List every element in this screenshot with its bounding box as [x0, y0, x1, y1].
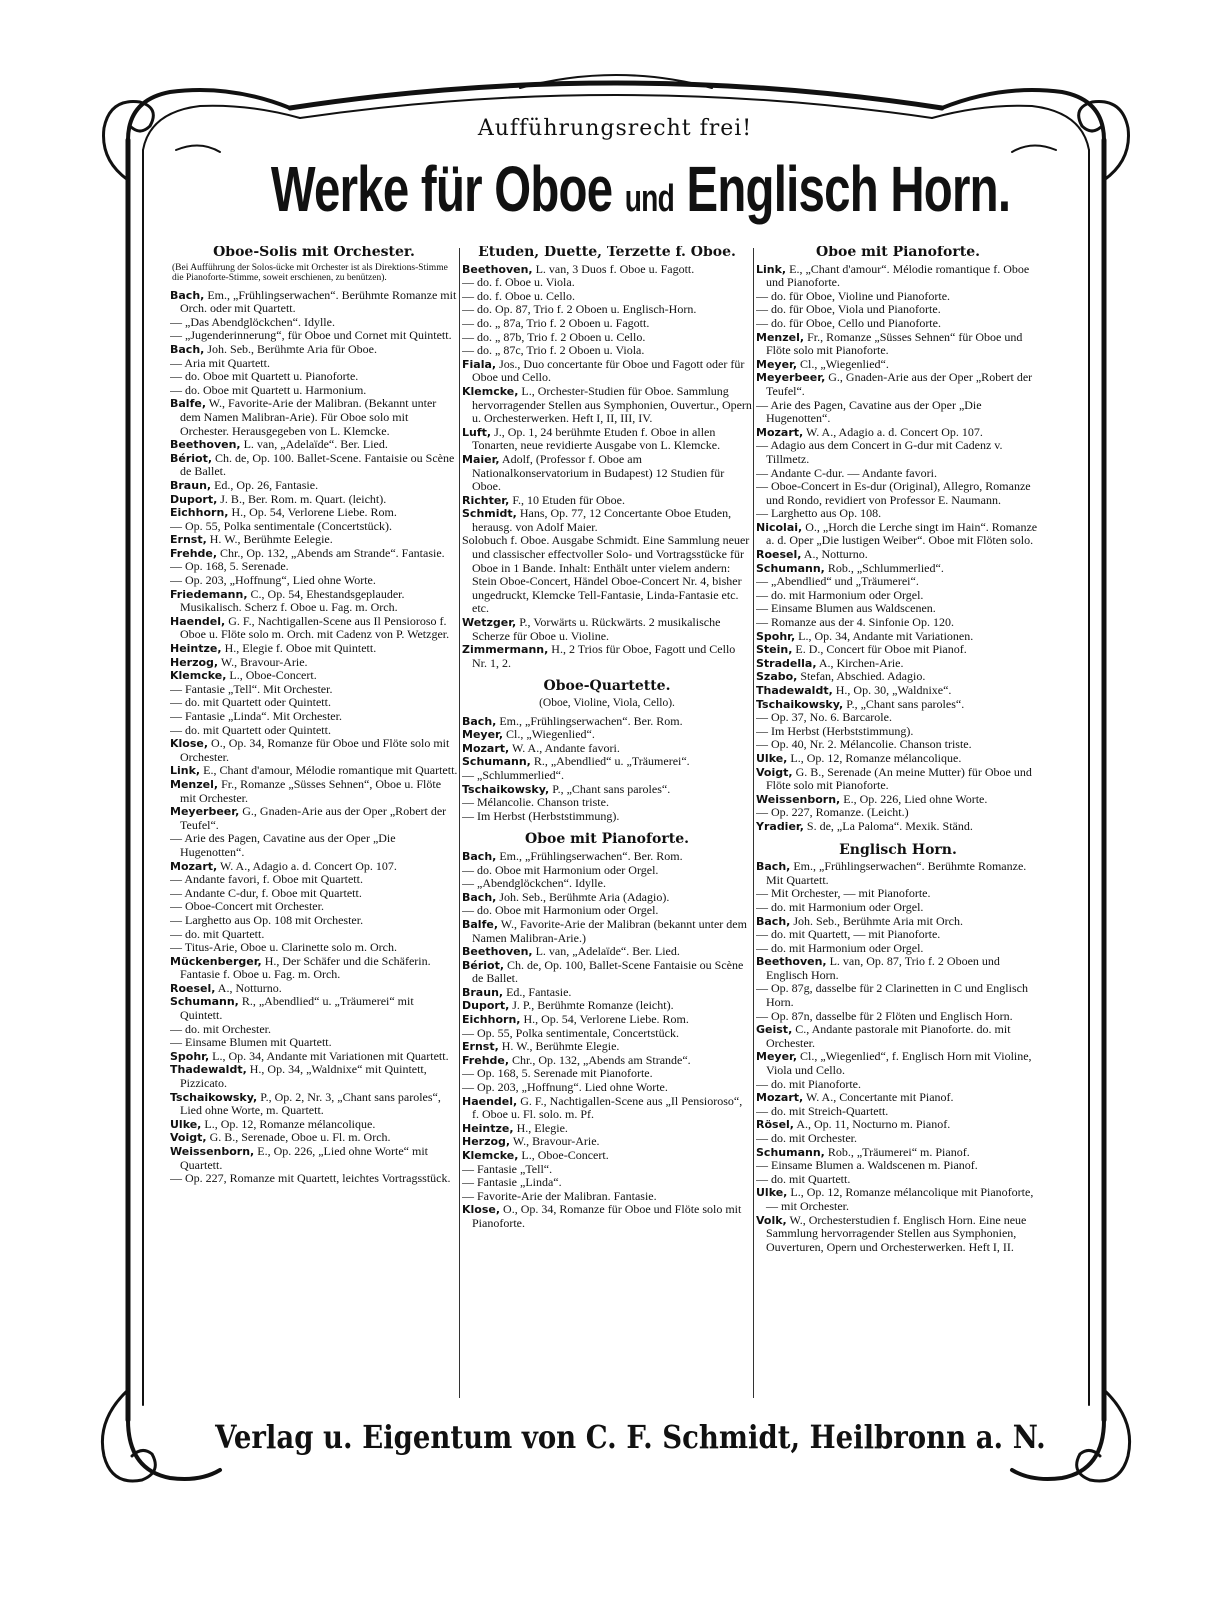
- title-part-2: und: [624, 178, 675, 220]
- catalog-entry: — do. mit Orchester.: [756, 1131, 857, 1145]
- catalog-entry: — Larghetto aus Op. 108.: [756, 506, 882, 521]
- catalog-entry: Tschaikowsky, P., „Chant sans paroles“.: [462, 781, 671, 796]
- catalog-entry: Bach, Em., „Frühlingserwachen“. Berühmte Romanze mit Orch. oder mit Quartett.: [170, 287, 457, 316]
- catalog-entry: Ernst, H. W., Berühmte Eelegie.: [170, 532, 333, 547]
- catalog-entry: Bach, Joh. Seb., Berühmte Aria (Adagio).: [462, 889, 670, 904]
- catalog-entry: Beethoven, L. van, „Adelaïde“. Ber. Lied.: [170, 437, 388, 452]
- catalog-entry: — Im Herbst (Herbststimmung).: [756, 723, 914, 738]
- catalog-entry: Ulke, L., Op. 12, Romanze mélancolique mit Pianoforte, — mit Orchester.: [756, 1185, 1034, 1213]
- catalog-entry: Duport, J. B., Ber. Rom. m. Quart. (leicht).: [170, 491, 387, 506]
- catalog-entry: Meyer, Cl., „Wiegenlied“.: [756, 356, 889, 371]
- catalog-entry: — do. für Oboe, Violine und Pianoforte.: [756, 288, 951, 303]
- catalog-entry: — Op. 227, Romanze. (Leicht.): [756, 805, 909, 820]
- entry-list: [756, 860, 1040, 1254]
- catalog-entry: — Im Herbst (Herbststimmung).: [462, 808, 620, 823]
- catalog-entry: Geist, C., Andante pastorale mit Pianoforte. do. mit Orchester.: [756, 1022, 1011, 1050]
- catalog-entry: Wetzger, P., Vorwärts u. Rückwärts. 2 musikalische Scherze für Oboe u. Violine.: [462, 615, 721, 643]
- catalog-entry: — Op. 87g, dasselbe für 2 Clarinetten in C und Englisch Horn.: [756, 981, 1028, 1010]
- catalog-entry: — Andante favori, f. Oboe mit Quartett.: [170, 872, 363, 887]
- catalog-entry: Zimmermann, H., 2 Trios für Oboe, Fagott und Cello Nr. 1, 2.: [462, 642, 736, 670]
- catalog-entry: — do. mit Quartett.: [170, 926, 265, 941]
- catalog-entry: — Mélancolie. Chanson triste.: [462, 795, 609, 810]
- catalog-entry: — do. Oboe mit Harmonium oder Orgel.: [462, 903, 659, 918]
- catalog-entry: Herzog, W., Bravour-Arie.: [462, 1134, 600, 1149]
- entry-list: [462, 263, 752, 671]
- entry-list: [462, 850, 752, 1231]
- catalog-entry: — do. f. Oboe u. Viola.: [462, 275, 575, 290]
- catalog-entry: Heintze, H., Elegie f. Oboe mit Quintett.: [170, 641, 377, 656]
- catalog-entry: — Mit Orchester, — mit Pianoforte.: [756, 886, 931, 901]
- catalog-entry: Solobuch f. Oboe. Ausgabe Schmidt. Eine Sammlung neuer und classischer effectvoller Solo- und Vortragsstücke für Oboe in 1 Bande. Inhalt: Enthält unter vielem andern: Stein Oboe-Concert, Händel Oboe-Concert Nr. 4, bisher ungedruckt, Klemcke Tell-Fantasie, Linda-Fantasie etc. etc.: [462, 533, 750, 616]
- catalog-entry: Stein, E. D., Concert für Oboe mit Pianof.: [756, 642, 967, 657]
- catalog-entry: Stradella, A., Kirchen-Arie.: [756, 655, 904, 670]
- catalog-entry: Maier, Adolf, (Professor f. Oboe am Nationalkonservatorium in Budapest) 12 Studien für Oboe.: [462, 451, 725, 494]
- catalog-entry: — do. Op. 87, Trio f. 2 Oboen u. Englisch-Horn.: [462, 302, 697, 317]
- catalog-entry: — Arie des Pagen, Cavatine aus der Oper „Die Hugenotten“.: [756, 397, 982, 426]
- catalog-entry: — do. mit Harmonium oder Orgel.: [756, 899, 924, 914]
- catalog-entry: Schumann, Rob., „Schlummerlied“.: [756, 560, 944, 575]
- catalog-entry: Beethoven, L. van, Op. 87, Trio f. 2 Oboen und Englisch Horn.: [756, 954, 1000, 982]
- catalog-entry: Yradier, S. de, „La Paloma“. Mexik. Ständ.: [756, 818, 973, 833]
- catalog-entry: — „Schlummerlied“.: [462, 767, 564, 782]
- catalog-entry: Roesel, A., Notturno.: [170, 980, 282, 995]
- catalog-entry: — Op. 168, 5. Serenade.: [170, 559, 289, 574]
- catalog-entry: Meyer, Cl., „Wiegenlied“.: [462, 727, 595, 742]
- catalog-entry: — Andante C-dur. — Andante favori.: [756, 465, 937, 480]
- column-oboe-solos-orchestra: [170, 246, 458, 1408]
- catalog-entry: — Op. 55, Polka sentimentale, Concertstück.: [462, 1025, 679, 1040]
- column-divider: [753, 248, 754, 1398]
- catalog-entry: Thadewaldt, H., Op. 34, „Waldnixe“ mit Quintett, Pizzicato.: [170, 1062, 427, 1091]
- catalog-entry: Herzog, W., Bravour-Arie.: [170, 654, 308, 669]
- catalog-entry: Klemcke, L., Oboe-Concert.: [170, 668, 317, 683]
- page-title: [270, 150, 1011, 238]
- catalog-entry: — do. mit Harmonium oder Orgel.: [756, 587, 924, 602]
- catalog-entry: Klose, O., Op. 34, Romanze für Oboe und Flöte solo mit Orchester.: [170, 736, 450, 764]
- catalog-entry: Bach, Joh. Seb., Berühmte Aria für Oboe.: [170, 341, 377, 356]
- section-heading: Etuden, Duette, Terzette f. Oboe.: [478, 246, 736, 260]
- catalog-entry: Bériot, Ch. de, Op. 100. Ballet-Scene. Fantaisie ou Scène de Ballet.: [170, 450, 455, 479]
- catalog-entry: Volk, W., Orchesterstudien f. Englisch Horn. Eine neue Sammlung hervorragender Stellen aus Symphonien, Ouverturen, Opern und Orchesterwerken. Heft I, II.: [756, 1212, 1027, 1254]
- catalog-entry: — Fantasie „Tell“. Mit Orchester.: [170, 681, 333, 696]
- catalog-entry: Link, E., „Chant d'amour“. Mélodie romantique f. Oboe und Pianoforte.: [756, 261, 1030, 290]
- catalog-entry: Fiala, Jos., Duo concertante für Oboe und Fagott oder für Oboe und Cello.: [462, 356, 745, 385]
- catalog-entry: Mozart, W. A., Concertante mit Pianof.: [756, 1090, 954, 1105]
- catalog-entry: Braun, Ed., Fantasie.: [462, 984, 572, 999]
- catalog-entry: — Einsame Blumen mit Quartett.: [170, 1035, 332, 1050]
- performance-rights-notice: Aufführungsrecht frei!: [477, 116, 753, 141]
- catalog-entry: Friedemann, C., Op. 54, Ehestandsgeplauder. Musikalisch. Scherz f. Oboe u. Fag. m. Orch.: [170, 586, 405, 615]
- catalog-entry: Frehde, Chr., Op. 132, „Abends am Strande“.: [462, 1052, 691, 1067]
- catalog-entry: Menzel, Fr., Romanze „Süsses Sehnen“, Oboe u. Flöte mit Orchester.: [170, 776, 442, 805]
- catalog-entry: — „Abendglöckchen“. Idylle.: [462, 876, 606, 891]
- catalog-entry: — do. für Oboe, Cello und Pianoforte.: [756, 315, 941, 330]
- catalog-entry: — Op. 227, Romanze mit Quartett, leichtes Vortragsstück.: [170, 1171, 451, 1186]
- catalog-entry: Haendel, G. F., Nachtigallen-Scene aus Il Pensioroso f. Oboe u. Flöte solo m. Orch. mit Cadenz von P. Wetzger.: [170, 613, 450, 642]
- catalog-entry: — do. „ 87c, Trio f. 2 Oboen u. Viola.: [462, 343, 645, 358]
- catalog-entry: Balfe, W., Favorite-Arie der Malibran. (Bekannt unter dem Namen Malibran-Arie). Für Oboe solo mit Orchester. Herausgegeben von L. Klemcke.: [170, 396, 437, 438]
- catalog-entry: Roesel, A., Notturno.: [756, 547, 868, 562]
- catalog-entry: Bach, Em., „Frühlingserwachen“. Ber. Rom.: [462, 848, 683, 863]
- catalog-entry: Thadewaldt, H., Op. 30, „Waldnixe“.: [756, 683, 952, 697]
- catalog-entry: — do. mit Quartett oder Quintett.: [170, 695, 331, 710]
- catalog-entry: Schmidt, Hans, Op. 77, 12 Concertante Oboe Etuden, herausg. von Adolf Maier.: [462, 506, 732, 534]
- catalog-entry: — Romanze aus der 4. Sinfonie Op. 120.: [756, 615, 954, 630]
- catalog-entry: Meyerbeer, G., Gnaden-Arie aus der Oper „Robert der Teufel“.: [756, 370, 1033, 398]
- column-divider: [459, 248, 460, 1398]
- catalog-entry: Heintze, H., Elegie.: [462, 1120, 568, 1135]
- catalog-entry: — Einsame Blumen a. Waldscenen m. Pianof.: [756, 1158, 978, 1173]
- catalog-entry: Voigt, G. B., Serenade, Oboe u. Fl. m. Orch.: [170, 1130, 391, 1145]
- catalog-entry: — Op. 37, No. 6. Barcarole.: [756, 710, 892, 725]
- catalog-entry: Mozart, W. A., Andante favori.: [462, 740, 620, 755]
- catalog-entry: Meyerbeer, G., Gnaden-Arie aus der Oper „Robert der Teufel“.: [170, 804, 447, 832]
- catalog-entry: — „Jugenderinnerung“, für Oboe und Cornet mit Quintett.: [170, 328, 452, 343]
- entry-list: [756, 263, 1040, 834]
- catalog-entry: — do. „ 87a, Trio f. 2 Oboen u. Fagott.: [462, 315, 650, 330]
- section-heading: Oboe-Solis mit Orchester.: [213, 246, 415, 260]
- catalog-entry: — Arie des Pagen, Cavatine aus der Oper „Die Hugenotten“.: [170, 831, 396, 859]
- catalog-entry: — Op. 203, „Hoffnung“, Lied ohne Worte.: [170, 573, 376, 588]
- catalog-entry: — Op. 55, Polka sentimentale (Concertstück).: [170, 518, 392, 533]
- catalog-entry: Bach, Em., „Frühlingserwachen“. Ber. Rom.: [462, 713, 683, 728]
- section-heading: Englisch Horn.: [839, 841, 957, 858]
- catalog-entry: — do. mit Quartett oder Quintett.: [170, 722, 331, 737]
- catalog-entry: Bach, Em., „Frühlingserwachen“. Berühmte Romanze. Mit Quartett.: [756, 859, 1027, 887]
- catalog-entry: Duport, J. P., Berühmte Romanze (leicht).: [462, 998, 674, 1013]
- catalog-entry: Spohr, L., Op. 34, Andante mit Variationen.: [756, 628, 974, 643]
- catalog-entry: — do. Oboe mit Harmonium oder Orgel.: [462, 862, 659, 877]
- catalog-entry: Link, E., Chant d'amour, Mélodie romantique mit Quartett.: [170, 763, 458, 778]
- catalog-entry: — Oboe-Concert in Es-dur (Original), Allegro, Romanze und Rondo, revidiert von Professor E. Naumann.: [756, 479, 1031, 507]
- catalog-entry: Weissenborn, E., Op. 226, Lied ohne Worte.: [756, 791, 988, 806]
- catalog-entry: — do. mit Pianoforte.: [756, 1076, 861, 1091]
- catalog-entry: — Fantasie „Linda“. Mit Orchester.: [170, 709, 342, 723]
- catalog-entry: — do. f. Oboe u. Cello.: [462, 288, 575, 303]
- catalog-entry: — do. mit Quartett, — mit Pianoforte.: [756, 927, 941, 942]
- catalog-entry: — Op. 168, 5. Serenade mit Pianoforte.: [462, 1066, 653, 1081]
- catalog-entry: Bériot, Ch. de, Op. 100, Ballet-Scene Fantaisie ou Scène de Ballet.: [462, 957, 744, 986]
- catalog-entry: Schumann, Rob., „Träumerei“ m. Pianof.: [756, 1144, 970, 1159]
- section-heading: Oboe-Quartette.: [543, 678, 671, 695]
- catalog-entry: — Fantasie „Linda“.: [462, 1175, 562, 1190]
- catalog-entry: — Einsame Blumen aus Waldscenen.: [756, 601, 936, 616]
- catalog-entry: Ulke, L., Op. 12, Romanze mélancolique.: [756, 750, 962, 765]
- catalog-entry: — Titus-Arie, Oboe u. Clarinette solo m. Orch.: [170, 940, 397, 955]
- column-oboe-piano-english-horn: [756, 246, 1040, 1408]
- entry-list: [462, 715, 752, 824]
- catalog-entry: — do. mit Streich-Quartett.: [756, 1103, 889, 1118]
- catalog-entry: Beethoven, L. van, 3 Duos f. Oboe u. Fagott.: [462, 261, 695, 276]
- catalog-entry: — Oboe-Concert mit Orchester.: [170, 899, 324, 914]
- column-etudes-duets: [462, 246, 752, 1408]
- catalog-entry: — do. Oboe mit Quartett u. Pianoforte.: [170, 369, 359, 384]
- catalog-entry: Schumann, R., „Abendlied“ u. „Träumerei“.: [462, 754, 690, 769]
- catalog-entry: Klemcke, L., Orchester-Studien für Oboe. Sammlung hervorragender Stellen aus Symphonien, Ouvertur., Opern u. Orchesterwerken. Heft I, II, III, IV.: [462, 383, 752, 426]
- catalog-entry: — Andante C-dur, f. Oboe mit Quartett.: [170, 885, 362, 900]
- catalog-entry: — „Das Abendglöckchen“. Idylle.: [170, 314, 335, 329]
- catalog-entry: Weissenborn, E., Op. 226, „Lied ohne Worte“ mit Quartett.: [170, 1144, 429, 1172]
- catalog-entry: — Adagio aus dem Concert in G-dur mit Cadenz v. Tillmetz.: [756, 438, 1003, 466]
- catalog-entry: Frehde, Chr., Op. 132, „Abends am Strande“. Fantasie.: [170, 545, 445, 560]
- catalog-entry: — do. für Oboe, Viola und Pianoforte.: [756, 302, 941, 317]
- title-part-1: Werke für Oboe: [270, 153, 625, 225]
- catalog-entry: Eichhorn, H., Op. 54, Verlorene Liebe. Rom.: [170, 505, 397, 520]
- catalog-entry: Rösel, A., Op. 11, Nocturno m. Pianof.: [756, 1117, 951, 1132]
- catalog-entry: — Op. 40, Nr. 2. Mélancolie. Chanson triste.: [756, 737, 972, 752]
- catalog-entry: Klose, O., Op. 34, Romanze für Oboe und Flöte solo mit Pianoforte.: [462, 1202, 742, 1230]
- catalog-entry: — do. „ 87b, Trio f. 2 Oboen u. Cello.: [462, 329, 646, 344]
- catalog-entry: Mückenberger, H., Der Schäfer und die Schäferin. Fantasie f. Oboe u. Fag. m. Orch.: [170, 953, 431, 982]
- section-heading: Oboe mit Pianoforte.: [525, 831, 689, 848]
- catalog-entry: Ernst, H. W., Berühmte Elegie.: [462, 1039, 620, 1054]
- entry-list: [170, 289, 458, 1186]
- catalog-entry: — Larghetto aus Op. 108 mit Orchester.: [170, 912, 364, 927]
- section-subheading: (Oboe, Violine, Viola, Cello).: [539, 697, 675, 709]
- catalog-entry: — do. mit Orchester.: [170, 1021, 271, 1036]
- catalog-entry: — do. mit Harmonium oder Orgel.: [756, 940, 924, 955]
- catalog-entry: Mozart, W. A., Adagio a. d. Concert Op. 107.: [756, 424, 983, 439]
- section-note: (Bei Aufführung der Solos-ücke mit Orchester ist als Direktions-Stimme die Pianoforte-Stimme, soweit erschienen, zu benützen).: [172, 262, 448, 284]
- catalog-entry: Balfe, W., Favorite-Arie der Malibran (bekannt unter dem Namen Malibran-Arie.): [462, 916, 747, 945]
- catalog-entry: Klemcke, L., Oboe-Concert.: [462, 1148, 609, 1162]
- catalog-entry: — „Abendlied“ und „Träumerei“.: [756, 574, 919, 589]
- catalog-entry: — do. mit Quartett.: [756, 1171, 851, 1186]
- catalog-entry: Szabo, Stefan, Abschied. Adagio.: [756, 669, 926, 684]
- catalog-entry: — Op. 87n, dasselbe für 2 Flöten und Englisch Horn.: [756, 1008, 1013, 1023]
- catalog-entry: Nicolai, O., „Horch die Lerche singt im Hain“. Romanze a. d. Oper „Die lustigen Weiber“. Oboe mit Flöten solo.: [756, 519, 1038, 548]
- catalog-entry: Beethoven, L. van, „Adelaïde“. Ber. Lied.: [462, 944, 680, 959]
- catalog-entry: — do. Oboe mit Quartett u. Harmonium.: [170, 382, 367, 397]
- catalog-entry: — Favorite-Arie der Malibran. Fantasie.: [462, 1188, 657, 1203]
- catalog-entry: — Fantasie „Tell“.: [462, 1161, 553, 1176]
- section-heading: Oboe mit Pianoforte.: [816, 246, 980, 260]
- catalog-entry: Menzel, Fr., Romanze „Süsses Sehnen“ für Oboe und Flöte solo mit Pianoforte.: [756, 329, 1023, 358]
- title-part-3: Englisch Horn.: [674, 153, 1011, 225]
- catalog-entry: Richter, F., 10 Etuden für Oboe.: [462, 492, 625, 507]
- publisher-line: Verlag u. Eigentum von C. F. Schmidt, Heilbronn a. N.: [215, 1418, 1046, 1456]
- catalog-entry: Ulke, L., Op. 12, Romanze mélancolique.: [170, 1116, 376, 1131]
- catalog-entry: Eichhorn, H., Op. 54, Verlorene Liebe. Rom.: [462, 1012, 689, 1027]
- catalog-entry: Bach, Joh. Seb., Berühmte Aria mit Orch.: [756, 913, 963, 928]
- catalog-entry: Spohr, L., Op. 34, Andante mit Variationen mit Quartett.: [170, 1048, 449, 1063]
- catalog-entry: Tschaikowsky, P., Op. 2, Nr. 3, „Chant sans paroles“, Lied ohne Worte, m. Quartett.: [170, 1089, 441, 1118]
- catalog-entry: Braun, Ed., Op. 26, Fantasie.: [170, 477, 319, 492]
- catalog-entry: Tschaikowsky, P., „Chant sans paroles“.: [756, 696, 965, 711]
- catalog-entry: Schumann, R., „Abendlied“ u. „Träumerei“ mit Quintett.: [170, 994, 414, 1023]
- catalog-entry: Haendel, G. F., Nachtigallen-Scene aus „Il Pensioroso“, f. Oboe u. Fl. solo. m. Pf.: [462, 1093, 743, 1122]
- catalog-entry: Mozart, W. A., Adagio a. d. Concert Op. 107.: [170, 858, 397, 873]
- catalog-entry: — Op. 203, „Hoffnung“. Lied ohne Worte.: [462, 1080, 668, 1095]
- catalog-entry: Meyer, Cl., „Wiegenlied“, f. Englisch Horn mit Violine, Viola und Cello.: [756, 1049, 1032, 1078]
- catalog-entry: — Aria mit Quartett.: [170, 355, 270, 370]
- catalog-entry: Luft, J., Op. 1, 24 berühmte Etuden f. Oboe in allen Tonarten, neue revidierte Ausgabe von L. Klemcke.: [462, 424, 721, 453]
- catalog-entry: Voigt, G. B., Serenade (An meine Mutter) für Oboe und Flöte solo mit Pianoforte.: [756, 764, 1032, 793]
